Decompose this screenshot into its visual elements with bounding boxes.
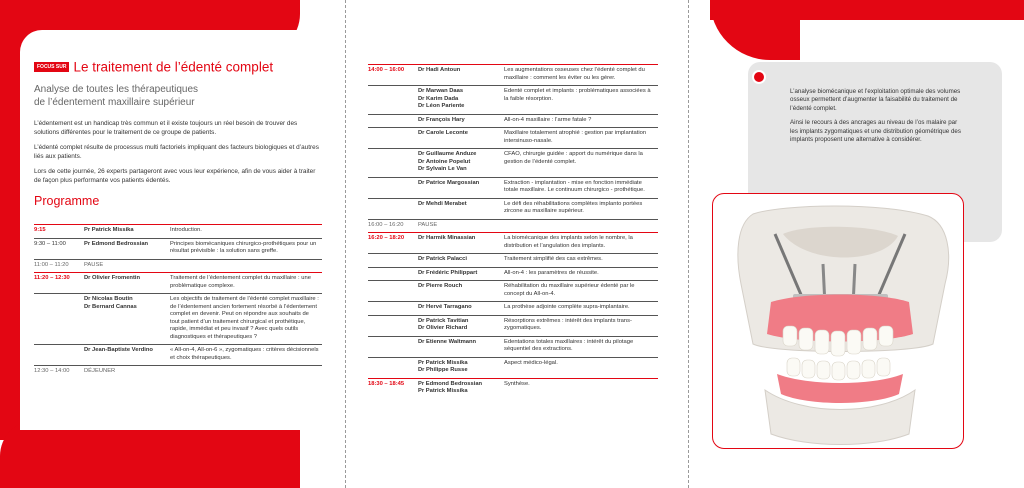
programme-title: Programme [34,193,100,208]
schedule-speakers [84,345,170,366]
schedule-time [368,177,418,198]
schedule-table-afternoon [368,64,658,399]
schedule-time [368,149,418,178]
schedule-time: 12:30 – 14:00 [34,366,84,379]
subtitle-line-1: Analyse de toutes les thérapeutiques [34,84,198,95]
red-corner-bottom-left [0,420,300,488]
speaker-name: Dr Antoine Popelut [418,158,471,165]
schedule-row [34,238,322,259]
schedule-break: DÉJEUNER [84,366,322,379]
schedule-time [34,345,84,366]
speaker-name: Dr François Hary [418,116,465,123]
schedule-row [368,281,658,302]
schedule-topic: Extraction - implantation - mise en fonction immédiate totale maxillaire. Le continuum chirurgico - prothétique. [504,177,658,198]
schedule-speakers [418,149,504,178]
fold-line-right [688,0,689,488]
schedule-speakers [418,281,504,302]
schedule-time [368,357,418,378]
speaker-name: Pr Patrick Missika [84,227,134,233]
schedule-time [368,86,418,115]
schedule-time: 14:00 – 16:00 [368,65,418,86]
speaker-name: Dr Harmik Minassian [418,235,476,241]
schedule-topic: Les augmentations osseuses chez l’édenté complet du maxillaire : comment les éviter ou les gérer. [504,65,658,86]
schedule-row [34,294,322,345]
schedule-speakers [418,65,504,86]
schedule-speakers [418,254,504,268]
schedule-time: 18:30 – 18:45 [368,378,418,399]
schedule-topic: « All-on-4, All-on-6 », zygomatiques : critères décisionnels et choix thérapeutiques. [170,345,322,366]
schedule-time: 9:15 [34,225,84,239]
schedule-time: 11:20 – 12:30 [34,273,84,294]
speaker-name: Dr Bernard Cannas [84,303,137,310]
schedule-row [368,114,658,128]
page-title: Le traitement de l’édenté complet [73,59,274,75]
schedule-topic: Introduction. [170,225,322,239]
speaker-name: Dr Hadi Antoun [418,67,461,73]
schedule-time [368,128,418,149]
schedule-row [368,198,658,219]
info-paragraph-1: L’analyse biomécanique et l’exploitation optimale des volumes osseux permettent d’augmenter la faisabilité du traitement de l’édenté complet. [790,88,961,112]
speaker-name: Dr Olivier Fromentin [84,275,141,281]
speaker-name: Dr Jean-Baptiste Verdino [84,347,153,353]
speaker-name: Pr Patrick Missika [418,359,468,366]
speaker-name: Dr Carole Leconte [418,130,468,136]
schedule-speakers [418,128,504,149]
speaker-name: Dr Sylvain Le Van [418,166,467,172]
schedule-topic: CFAO, chirurgie guidée : apport du numérique dans la gestion de l’édenté complet. [504,149,658,178]
schedule-row [34,225,322,239]
subtitle [34,84,324,109]
focus-badge: FOCUS SUR [34,62,69,72]
speaker-name: Dr Marwan Daas [418,88,464,94]
schedule-speakers [84,273,170,294]
schedule-time [368,198,418,219]
speaker-name: Dr Olivier Richard [418,325,468,331]
schedule-speakers [418,198,504,219]
speaker-name: Dr Guillaume Anduze [418,151,477,157]
intro-text [34,120,324,186]
schedule-speakers [418,233,504,254]
speaker-name: Dr Léon Pariente [418,103,465,109]
intro-paragraph: Lors de cette journée, 26 experts partageront avec vous leur expérience, afin de vous aider à traiter de façon plus performante vos patients édentés. [34,168,316,184]
schedule-time [368,302,418,316]
schedule-morning [34,224,322,379]
speaker-name: Dr Philippe Russe [418,367,468,373]
schedule-topic: La prothèse adjointe complète supra-implantaire. [504,302,658,316]
schedule-row [368,378,658,399]
intro-paragraph: L’édenté complet résulte de processus multi factoriels impliquant des facteurs biologiques et d’autres liés aux patients. [34,144,319,160]
schedule-topic: Les objectifs de traitement de l’édenté complet maxillaire : de l’édentement ancien fortement résorbé à l’édentement complet en devenir. Peut on répondre aux souhaits de tout patient d’un traitement chirurgical et prothétique, rapide, immédiat et peu invasif ? Avec quels outils diagnostiques et thérapeutiques ? [170,294,322,345]
schedule-speakers [418,177,504,198]
schedule-row [368,177,658,198]
schedule-topic: All-on-4 maxillaire : l’arme fatale ? [504,114,658,128]
schedule-time: 16:20 – 18:20 [368,233,418,254]
speaker-name: Pr Edmond Bedrossian [84,240,149,247]
schedule-row [368,128,658,149]
speaker-name: Dr Patrick Palacci [418,256,467,262]
left-column [34,58,324,208]
schedule-time [368,315,418,336]
schedule-topic: Synthèse. [504,378,658,399]
schedule-topic: La biomécanique des implants selon le nombre, la distribution et l’angulation des implants. [504,233,658,254]
schedule-afternoon [368,64,658,399]
schedule-speakers [418,302,504,316]
schedule-topic: Aspect médico-légal. [504,357,658,378]
info-card-text [790,88,962,144]
schedule-time: 9:30 – 11:00 [34,238,84,259]
schedule-topic: Principes biomécaniques chirurgico-prothétiques pour un résultat prévisible : la solution sans greffe. [170,238,322,259]
schedule-topic: Maxillaire totalement atrophié : gestion par implantation intersinuso-nasale. [504,128,658,149]
schedule-speakers [84,238,170,259]
speaker-name: Dr Pierre Rouch [418,283,463,289]
schedule-row [368,86,658,115]
schedule-speakers [418,357,504,378]
schedule-topic: Le défi des réhabilitations complètes implanto portées zircone au maxillaire supérieur. [504,198,658,219]
schedule-speakers [418,378,504,399]
schedule-topic: Traitement simplifié des cas extrêmes. [504,254,658,268]
speaker-name: Pr Edmond Bedrossian [418,380,483,387]
schedule-topic: Edentations totales maxillaires : intérêt du pilotage séquentiel des extractions. [504,336,658,357]
schedule-topic: Edenté complet et implants : problématiques associées à la faible résorption. [504,86,658,115]
fold-line-left [345,0,346,488]
schedule-time [34,294,84,345]
schedule-row [368,267,658,281]
schedule-topic: All-on-4 : les paramètres de réussite. [504,267,658,281]
schedule-topic: Résorptions extrêmes : intérêt des implants trans-zygomatiques. [504,315,658,336]
schedule-speakers [418,114,504,128]
schedule-speakers [84,294,170,345]
schedule-time [368,267,418,281]
schedule-speakers [418,86,504,115]
schedule-row [368,357,658,378]
schedule-row [368,219,658,233]
schedule-row [368,336,658,357]
red-left-strip [0,30,22,440]
schedule-time [368,254,418,268]
schedule-topic: Réhabilitation du maxillaire supérieur édenté par le concept du All-on-4. [504,281,658,302]
speaker-name: Dr Nicolas Boutin [84,296,133,302]
speaker-name: Dr Hervé Tarragano [418,304,472,310]
schedule-topic: Traitement de l’édentement complet du maxillaire : une problématique complexe. [170,273,322,294]
schedule-row [368,302,658,316]
schedule-row [368,233,658,254]
speaker-name: Dr Mehdi Merabet [418,200,467,207]
speaker-name: Dr Karim Dada [418,95,459,102]
schedule-speakers [418,315,504,336]
schedule-row [34,345,322,366]
schedule-speakers [84,225,170,239]
schedule-row [368,65,658,86]
info-paragraph-2: Ainsi le recours à des ancrages au niveau de l’os malaire par les implants zygomatiques et une distribution géométrique des implants proposent une alternative à considérer. [790,119,961,144]
schedule-row [34,273,322,294]
schedule-speakers [418,336,504,357]
implant-jaw-icon [713,194,964,449]
speaker-name: Dr Patrick Tavitian [418,317,469,324]
intro-paragraph: L’édentement est un handicap très commun et il existe toujours un réel besoin de trouver des solutions différentes pour le traitement de ce groupe de patients. [34,120,298,136]
schedule-time [368,336,418,357]
schedule-time [368,114,418,128]
speaker-name: Dr Frédéric Philippart [418,269,478,276]
dental-implant-illustration [712,193,964,449]
subtitle-line-2: de l’édentement maxillaire supérieur [34,96,195,108]
schedule-speakers [418,267,504,281]
schedule-time [368,281,418,302]
red-dot-icon [752,70,766,84]
schedule-time: 11:00 – 11:20 [34,259,84,273]
title-row [34,58,324,76]
speaker-name: Pr Patrick Missika [418,388,468,394]
schedule-break: PAUSE [84,259,322,273]
schedule-time: 16:00 – 16:20 [368,219,418,233]
schedule-table-morning [34,224,322,379]
schedule-row [34,259,322,273]
schedule-row [368,149,658,178]
schedule-break: PAUSE [418,219,658,233]
schedule-row [34,366,322,379]
speaker-name: Dr Etienne Waltmann [418,338,477,345]
schedule-row [368,254,658,268]
speaker-name: Dr Patrice Margossian [418,179,480,186]
schedule-row [368,315,658,336]
